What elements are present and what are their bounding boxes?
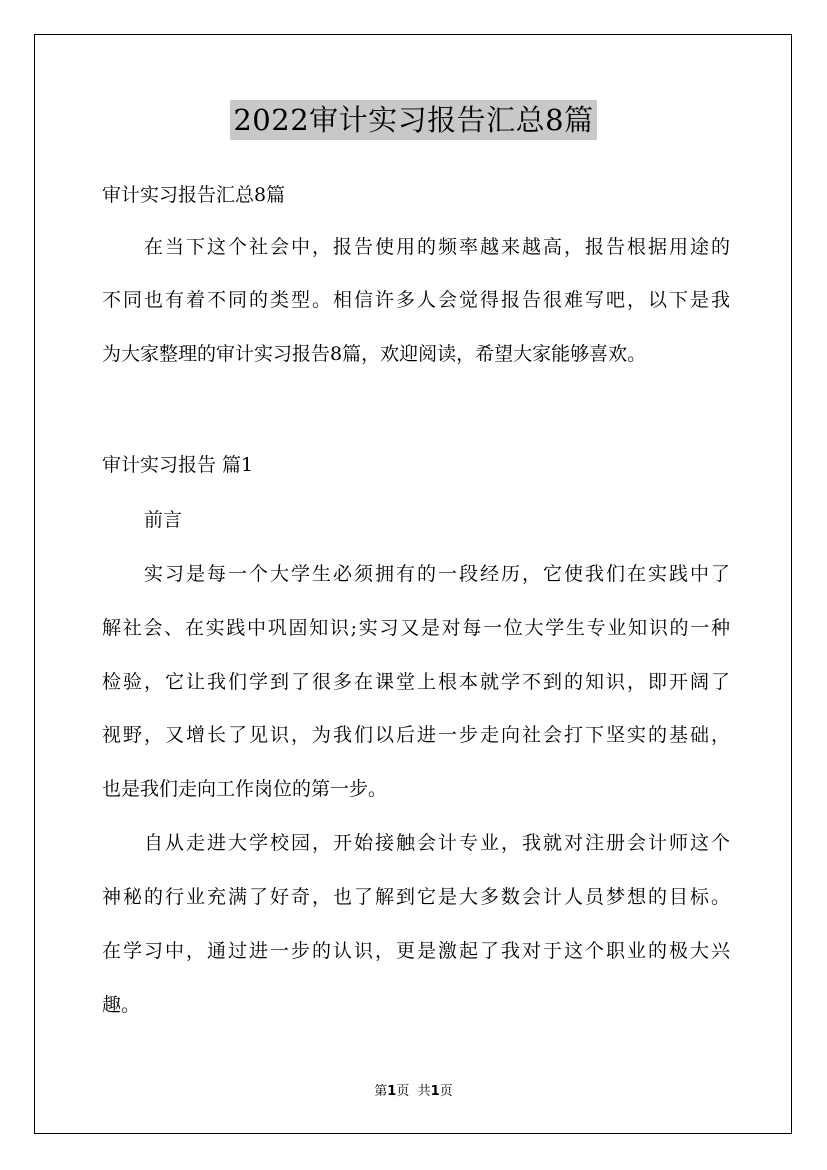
paragraph2-line-3: 在学习中，通过进一步的认识，更是激起了我对于这个职业的极大兴 bbox=[102, 940, 730, 962]
preface-heading: 前言 bbox=[144, 509, 183, 531]
paragraph1-line-2: 解社会、在实践中巩固知识;实习又是对每一位大学生专业知识的一种 bbox=[102, 617, 730, 639]
footer-page-prefix: 第 bbox=[374, 1084, 388, 1099]
footer-total-suffix: 页 bbox=[439, 1084, 453, 1099]
paragraph1-line-5: 也是我们走向工作岗位的第一步。 bbox=[102, 778, 388, 800]
paragraph2-line-1: 自从走进大学校园，开始接触会计专业，我就对注册会计师这个 bbox=[144, 832, 730, 854]
title-container bbox=[0, 100, 827, 140]
paragraph1-line-3: 检验，它让我们学到了很多在课堂上根本就学不到的知识，即开阔了 bbox=[102, 671, 730, 693]
section-heading: 审计实习报告 篇1 bbox=[102, 454, 254, 476]
paragraph2-line-4: 趣。 bbox=[102, 994, 141, 1016]
footer-page-suffix: 页 bbox=[396, 1084, 410, 1099]
paragraph1-line-1: 实习是每一个大学生必须拥有的一段经历，它使我们在实践中了 bbox=[144, 563, 730, 585]
footer-page-number: 1 bbox=[387, 1084, 397, 1099]
paragraph2-line-2: 神秘的行业充满了好奇，也了解到它是大多数会计人员梦想的目标。 bbox=[102, 886, 730, 908]
intro-line-2: 不同也有着不同的类型。相信许多人会觉得报告很难写吧，以下是我 bbox=[102, 289, 730, 311]
document-title: 2022审计实习报告汇总8篇 bbox=[230, 100, 596, 140]
footer-total-number: 1 bbox=[430, 1084, 440, 1099]
footer-total-prefix: 共 bbox=[417, 1084, 431, 1099]
paragraph1-line-4: 视野，又增长了见识，为我们以后进一步走向社会打下坚实的基础， bbox=[102, 724, 730, 746]
page-footer bbox=[0, 1083, 827, 1101]
intro-line-1: 在当下这个社会中，报告使用的频率越来越高，报告根据用途的 bbox=[144, 236, 730, 258]
subtitle: 审计实习报告汇总8篇 bbox=[102, 184, 286, 206]
intro-line-3: 为大家整理的审计实习报告8篇，欢迎阅读，希望大家能够喜欢。 bbox=[102, 343, 647, 365]
